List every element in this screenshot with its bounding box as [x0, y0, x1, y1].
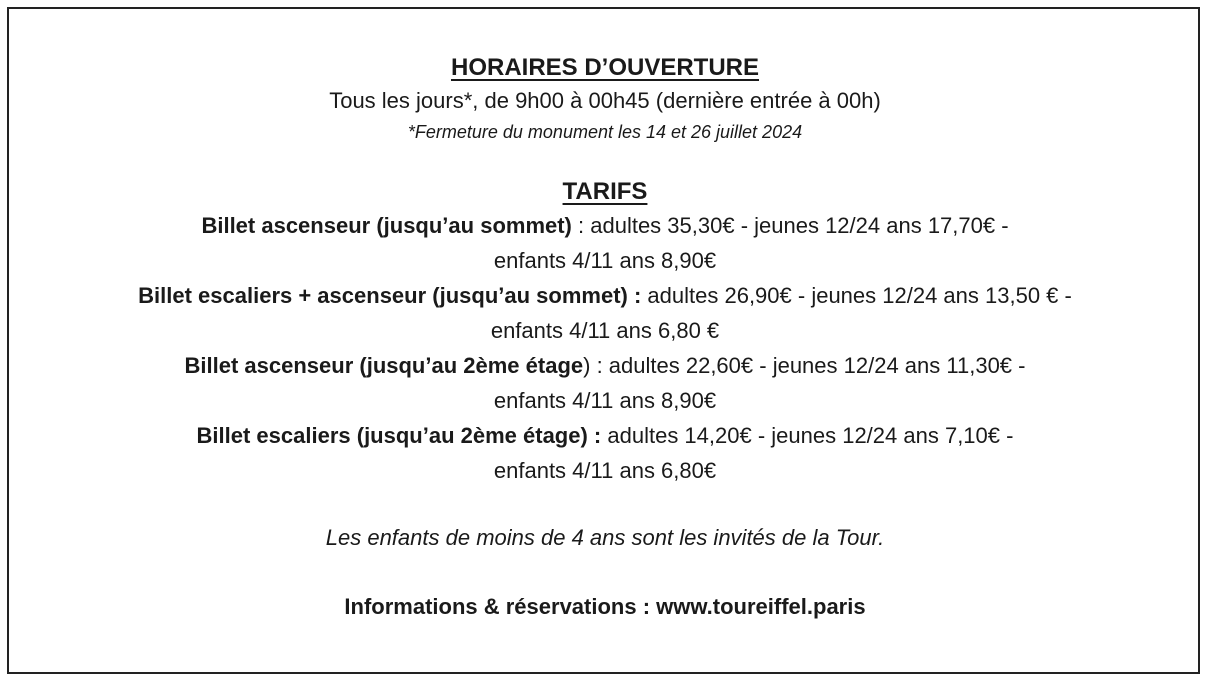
rate-item: [0, 278, 1210, 348]
rate-prices-line1: adultes 14,20€ - jeunes 12/24 ans 7,10€ -: [607, 423, 1014, 448]
info-reservations: Informations & réservations : www.toureiffel.paris: [344, 594, 866, 619]
closure-note: *Fermeture du monument les 14 et 26 juillet 2024: [407, 122, 803, 142]
children-note: Les enfants de moins de 4 ans sont les invités de la Tour.: [325, 525, 885, 550]
rate-prices-line1: adultes 22,60€ - jeunes 12/24 ans 11,30€ -: [608, 353, 1026, 378]
rate-prices-line1: adultes 26,90€ - jeunes 12/24 ans 13,50 € -: [647, 283, 1072, 308]
rate-separator: :: [571, 213, 591, 238]
rates-title: TARIFS: [562, 178, 648, 205]
rate-label: Billet ascenseur (jusqu’au 2ème étage: [184, 353, 584, 378]
rate-label: Billet escaliers + ascenseur (jusqu’au sommet): [138, 283, 628, 308]
rate-label: Billet escaliers (jusqu’au 2ème étage) :: [196, 423, 602, 448]
rate-prices-line2: enfants 4/11 ans 8,90€: [493, 388, 717, 413]
rate-prices-line2: enfants 4/11 ans 6,80€: [493, 458, 717, 483]
rate-item: [0, 418, 1210, 488]
rate-prices-line2: enfants 4/11 ans 8,90€: [493, 248, 717, 273]
hours-text: Tous les jours*, de 9h00 à 00h45 (dernière entrée à 00h): [329, 88, 881, 113]
document-content: [0, 52, 1210, 624]
rate-prices-line1: adultes 35,30€ - jeunes 12/24 ans 17,70€ -: [590, 213, 1009, 238]
rate-item: [0, 348, 1210, 418]
rate-label: Billet ascenseur (jusqu’au sommet): [201, 213, 572, 238]
rate-separator: ) :: [583, 353, 609, 378]
rate-item: [0, 208, 1210, 278]
hours-title: HORAIRES D’OUVERTURE: [450, 54, 760, 81]
rate-prices-line2: enfants 4/11 ans 6,80 €: [490, 318, 720, 343]
rate-separator: :: [627, 283, 648, 308]
